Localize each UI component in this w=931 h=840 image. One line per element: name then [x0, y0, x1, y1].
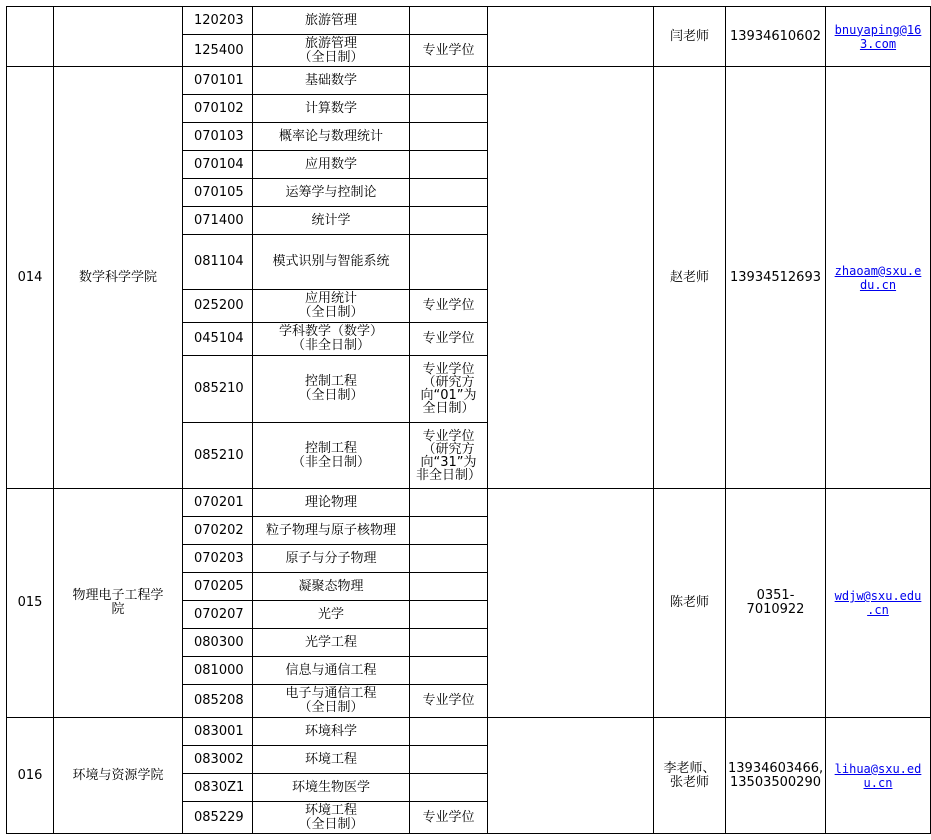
- major-name-cell: 信息与通信工程: [253, 657, 410, 685]
- phone-cell: 13934512693: [726, 67, 826, 489]
- major-note-cell: 专业学位 （研究方 向“31”为 非全日制）: [410, 423, 488, 489]
- email-cell: [826, 718, 931, 834]
- major-code-cell: 070205: [183, 573, 253, 601]
- table-row: [7, 7, 931, 35]
- major-note-cell: [410, 489, 488, 517]
- email-cell: [826, 489, 931, 718]
- contact-cell: 赵老师: [654, 67, 726, 489]
- college-name-cell: 物理电子工程学 院: [54, 489, 183, 718]
- major-name-cell: 光学: [253, 601, 410, 629]
- major-note-cell: [410, 207, 488, 235]
- college-id-cell: 015: [7, 489, 54, 718]
- phone-cell: 0351-7010922: [726, 489, 826, 718]
- major-code-cell: 085229: [183, 802, 253, 834]
- major-code-cell: 085210: [183, 423, 253, 489]
- major-code-cell: 070105: [183, 179, 253, 207]
- phone-cell: 13934610602: [726, 7, 826, 67]
- major-note-cell: [410, 629, 488, 657]
- table-row: [7, 718, 931, 746]
- major-name-cell: 环境工程 （全日制）: [253, 802, 410, 834]
- major-name-cell: 基础数学: [253, 67, 410, 95]
- major-code-cell: 070202: [183, 517, 253, 545]
- major-note-cell: 专业学位: [410, 35, 488, 67]
- major-note-cell: [410, 67, 488, 95]
- major-code-cell: 070201: [183, 489, 253, 517]
- major-code-cell: 085208: [183, 685, 253, 718]
- major-note-cell: [410, 235, 488, 290]
- major-name-cell: 统计学: [253, 207, 410, 235]
- major-code-cell: 070104: [183, 151, 253, 179]
- major-note-cell: [410, 179, 488, 207]
- college-id-cell: [7, 7, 54, 67]
- major-name-cell: 旅游管理 （全日制）: [253, 35, 410, 67]
- major-note-cell: 专业学位: [410, 323, 488, 356]
- major-name-cell: 学科教学（数学） （非全日制）: [253, 323, 410, 356]
- contact-cell: 闫老师: [654, 7, 726, 67]
- major-code-cell: 125400: [183, 35, 253, 67]
- major-name-cell: 应用统计 （全日制）: [253, 290, 410, 323]
- major-name-cell: 旅游管理: [253, 7, 410, 35]
- phone-cell: 13934603466, 13503500290: [726, 718, 826, 834]
- college-name-cell: 环境与资源学院: [54, 718, 183, 834]
- college-name-cell: [54, 7, 183, 67]
- major-note-cell: [410, 517, 488, 545]
- major-code-cell: 081000: [183, 657, 253, 685]
- college-id-cell: 016: [7, 718, 54, 834]
- major-note-cell: [410, 151, 488, 179]
- major-name-cell: 模式识别与智能系统: [253, 235, 410, 290]
- email-cell: [826, 67, 931, 489]
- major-name-cell: 环境生物医学: [253, 774, 410, 802]
- major-name-cell: 控制工程 （全日制）: [253, 356, 410, 423]
- major-code-cell: 080300: [183, 629, 253, 657]
- major-name-cell: 原子与分子物理: [253, 545, 410, 573]
- major-note-cell: 专业学位: [410, 685, 488, 718]
- major-name-cell: 粒子物理与原子核物理: [253, 517, 410, 545]
- major-note-cell: [410, 746, 488, 774]
- major-name-cell: 光学工程: [253, 629, 410, 657]
- major-name-cell: 环境工程: [253, 746, 410, 774]
- table-row: [7, 489, 931, 517]
- blank-cell: [488, 7, 654, 67]
- major-note-cell: [410, 123, 488, 151]
- major-code-cell: 070207: [183, 601, 253, 629]
- major-name-cell: 应用数学: [253, 151, 410, 179]
- major-name-cell: 凝聚态物理: [253, 573, 410, 601]
- major-note-cell: [410, 95, 488, 123]
- major-name-cell: 控制工程 （非全日制）: [253, 423, 410, 489]
- major-code-cell: 085210: [183, 356, 253, 423]
- email-link[interactable]: wdjw@sxu.edu .cn: [834, 589, 922, 617]
- college-id-cell: 014: [7, 67, 54, 489]
- major-code-cell: 081104: [183, 235, 253, 290]
- major-code-cell: 083002: [183, 746, 253, 774]
- major-code-cell: 071400: [183, 207, 253, 235]
- major-code-cell: 070203: [183, 545, 253, 573]
- major-code-cell: 045104: [183, 323, 253, 356]
- major-note-cell: [410, 774, 488, 802]
- major-name-cell: 运筹学与控制论: [253, 179, 410, 207]
- major-note-cell: [410, 601, 488, 629]
- major-name-cell: 计算数学: [253, 95, 410, 123]
- major-note-cell: [410, 545, 488, 573]
- email-link[interactable]: bnuyaping@16 3.com: [834, 22, 922, 51]
- major-note-cell: 专业学位 （研究方 向“01”为 全日制）: [410, 356, 488, 423]
- major-code-cell: 070101: [183, 67, 253, 95]
- major-code-cell: 0830Z1: [183, 774, 253, 802]
- major-code-cell: 070103: [183, 123, 253, 151]
- email-cell: [826, 7, 931, 67]
- contact-cell: 陈老师: [654, 489, 726, 718]
- major-note-cell: 专业学位: [410, 802, 488, 834]
- major-code-cell: 083001: [183, 718, 253, 746]
- major-code-cell: 025200: [183, 290, 253, 323]
- email-link[interactable]: lihua@sxu.ed u.cn: [834, 761, 922, 790]
- contact-cell: 李老师、 张老师: [654, 718, 726, 834]
- major-note-cell: [410, 718, 488, 746]
- major-note-cell: [410, 657, 488, 685]
- table-row: [7, 67, 931, 95]
- blank-cell: [488, 489, 654, 718]
- major-note-cell: [410, 7, 488, 35]
- table-body: [7, 7, 931, 834]
- email-link[interactable]: zhaoam@sxu.e du.cn: [834, 263, 922, 292]
- program-table: [6, 6, 931, 834]
- major-note-cell: 专业学位: [410, 290, 488, 323]
- college-name-cell: 数学科学学院: [54, 67, 183, 489]
- major-note-cell: [410, 573, 488, 601]
- major-code-cell: 120203: [183, 7, 253, 35]
- major-name-cell: 理论物理: [253, 489, 410, 517]
- major-name-cell: 概率论与数理统计: [253, 123, 410, 151]
- major-code-cell: 070102: [183, 95, 253, 123]
- blank-cell: [488, 67, 654, 489]
- major-name-cell: 环境科学: [253, 718, 410, 746]
- blank-cell: [488, 718, 654, 834]
- major-name-cell: 电子与通信工程 （全日制）: [253, 685, 410, 718]
